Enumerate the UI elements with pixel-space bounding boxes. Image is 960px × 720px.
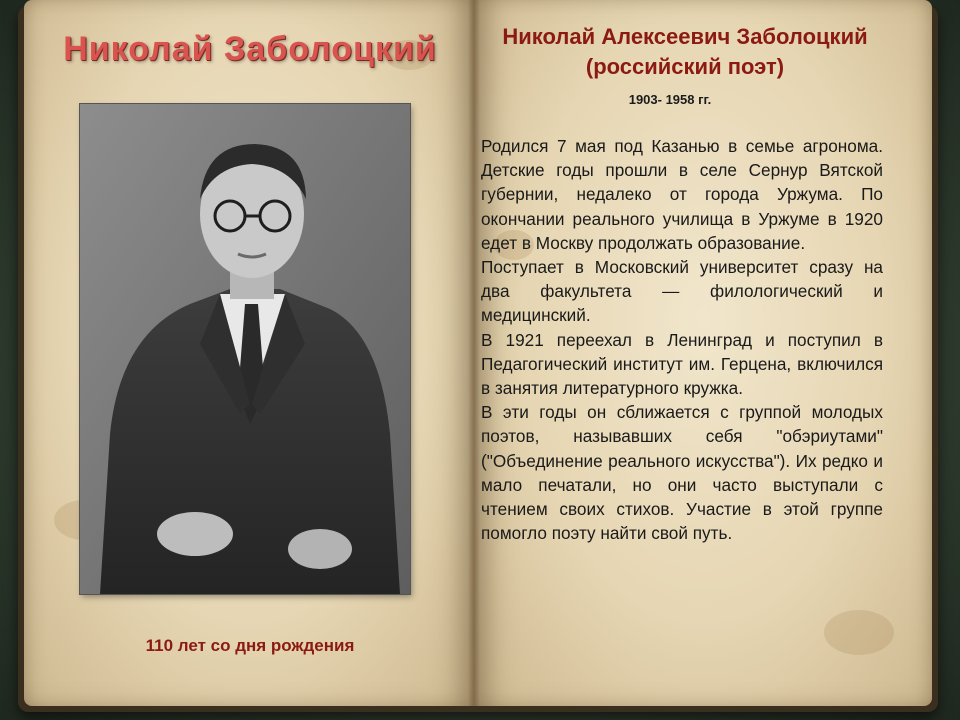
life-years: 1903- 1958 гг.	[628, 92, 712, 107]
title-full-name: Николай Алексеевич Заболоцкий	[502, 24, 868, 49]
bio-paragraph: В эти годы он сближается с группой молодых поэтов, называвших себя "обэриутами" ("Объединение реального искусства"). Их редко и мало печатали, но они часто выступали с чтением своих стихов. Участие в этой группе помогло поэту найти свой путь.	[481, 402, 883, 544]
left-page-title: Николай Заболоцкий	[63, 30, 437, 68]
portrait-photo	[80, 104, 410, 594]
title-subtitle: (российский поэт)	[585, 54, 785, 79]
right-page-title	[470, 22, 900, 82]
bio-paragraph: Поступает в Московский университет сразу на два факультета — филологический и медицинский.	[481, 257, 883, 326]
biography-text	[481, 134, 883, 545]
paper-stain	[824, 610, 894, 655]
anniversary-caption: 110 лет со дня рождения	[145, 636, 355, 655]
book-spine	[468, 0, 480, 706]
bio-paragraph: Родился 7 мая под Казанью в семье агронома. Детские годы прошли в селе Сернур Вятской губернии, недалеко от города Уржума. По окончании реального училища в Уржуме в 1920 едет в Москву продолжать образование.	[481, 136, 883, 253]
portrait-illustration	[80, 104, 410, 594]
bio-paragraph: В 1921 переехал в Ленинград и поступил в Педагогический институт им. Герцена, включился в занятия литературного кружка.	[481, 329, 883, 399]
